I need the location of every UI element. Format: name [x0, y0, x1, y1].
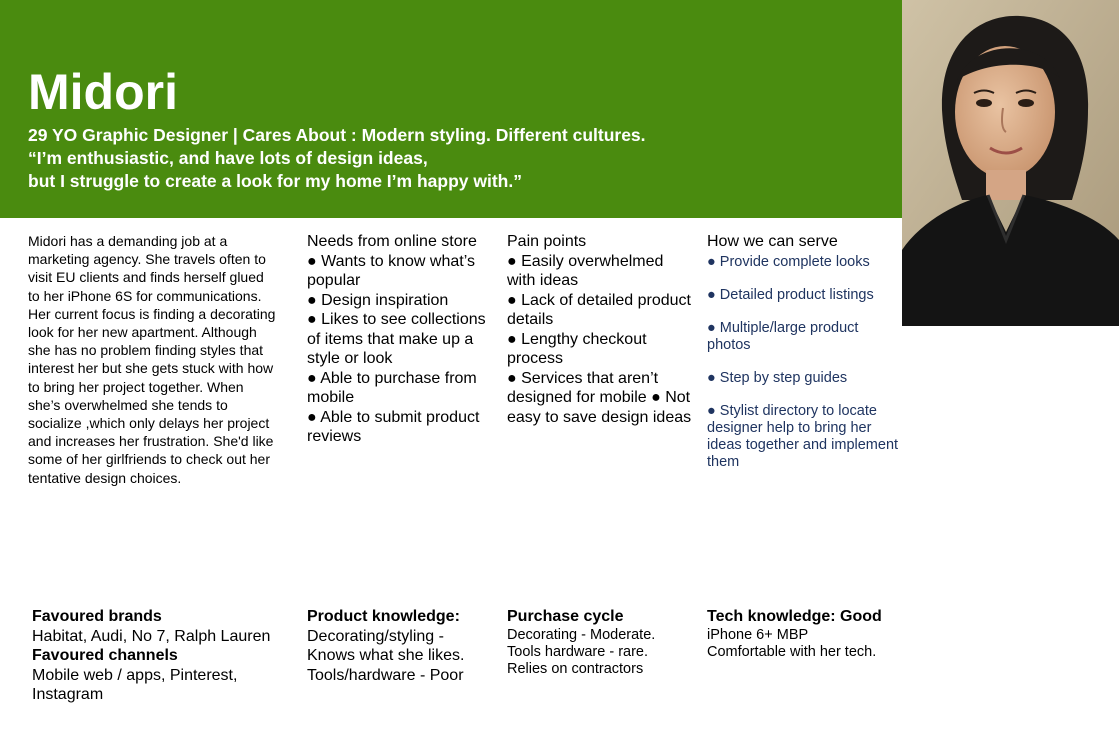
- needs-list: [307, 252, 499, 447]
- pain-points-list: [507, 252, 692, 428]
- channels-heading: Favoured channels: [32, 647, 178, 664]
- list-item: ● Stylist directory to locate designer help to bring her ideas together and implement them: [707, 403, 899, 470]
- tech-knowledge-section: [707, 607, 907, 661]
- tech-knowledge-line: Comfortable with her tech.: [707, 643, 877, 660]
- purchase-cycle-section: [507, 607, 697, 678]
- persona-name: Midori: [28, 64, 178, 120]
- list-item: ● Design inspiration: [307, 291, 449, 309]
- list-item: ● Multiple/large product photos: [707, 320, 859, 353]
- list-item: ● Lengthy checkout process: [507, 330, 647, 367]
- favoured-brands-section: [32, 607, 297, 705]
- tech-knowledge-heading: Tech knowledge: Good: [707, 608, 882, 625]
- pain-points-section: [507, 232, 692, 427]
- persona-photo: [902, 0, 1119, 326]
- list-item: ● Detailed product listings: [707, 286, 874, 303]
- list-item: ● Step by step guides: [707, 370, 848, 387]
- list-item: ● Services that aren’t designed for mobile ● Not easy to save design ideas: [507, 369, 692, 426]
- how-we-can-serve-section: [707, 232, 899, 487]
- pain-points-heading: Pain points: [507, 233, 587, 250]
- needs-section: [307, 232, 499, 447]
- list-item: ● Easily overwhelmed with ideas: [507, 252, 664, 289]
- tagline-line: 29 YO Graphic Designer | Cares About : Modern styling. Different cultures.: [28, 125, 646, 145]
- persona-tagline: [28, 124, 646, 193]
- purchase-cycle-line: Tools hardware - rare.: [507, 643, 649, 660]
- persona-header-banner: [0, 0, 902, 218]
- needs-heading: Needs from online store: [307, 233, 477, 250]
- channels-text: Mobile web / apps, Pinterest, Instagram: [32, 666, 238, 703]
- serve-list: [707, 254, 899, 471]
- product-knowledge-heading: Product knowledge:: [307, 608, 460, 625]
- list-item: ● Provide complete looks: [707, 253, 870, 270]
- brands-heading: Favoured brands: [32, 608, 162, 625]
- list-item: ● Wants to know what’s popular: [307, 252, 475, 289]
- list-item: ● Lack of detailed product details: [507, 291, 691, 328]
- list-item: ● Able to submit product reviews: [307, 408, 480, 445]
- product-knowledge-section: [307, 607, 499, 685]
- persona-bio: Midori has a demanding job at a marketing agency. She travels often to visit EU clients and finds herself glued to her iPhone 6S for communications. Her current focus is finding a decorating look for her new apartment. Although she has no problem finding styles that interest her but she gets stuck with how to bring her project together. When she’s overwhelmed she tends to socialize ,which only delays her project and increases her frustration. She'd like some of her girlfriends to check out her tentative design choices.: [28, 233, 276, 486]
- portrait-image: [902, 0, 1119, 326]
- purchase-cycle-heading: Purchase cycle: [507, 608, 624, 625]
- list-item: ● Able to purchase from mobile: [307, 369, 477, 406]
- tagline-line: but I struggle to create a look for my home I’m happy with.”: [28, 171, 522, 191]
- purchase-cycle-line: Decorating - Moderate.: [507, 626, 656, 643]
- purchase-cycle-line: Relies on contractors: [507, 660, 644, 677]
- list-item: ● Likes to see collections of items that make up a style or look: [307, 311, 486, 367]
- product-knowledge-line: Knows what she likes.: [307, 647, 465, 664]
- serve-heading: How we can serve: [707, 233, 838, 250]
- product-knowledge-line: Tools/hardware - Poor: [307, 666, 464, 684]
- tech-knowledge-line: iPhone 6+ MBP: [707, 626, 809, 643]
- product-knowledge-line: Decorating/styling -: [307, 627, 444, 645]
- tagline-line: “I’m enthusiastic, and have lots of design ideas,: [28, 148, 428, 168]
- brands-text: Habitat, Audi, No 7, Ralph Lauren: [32, 627, 271, 645]
